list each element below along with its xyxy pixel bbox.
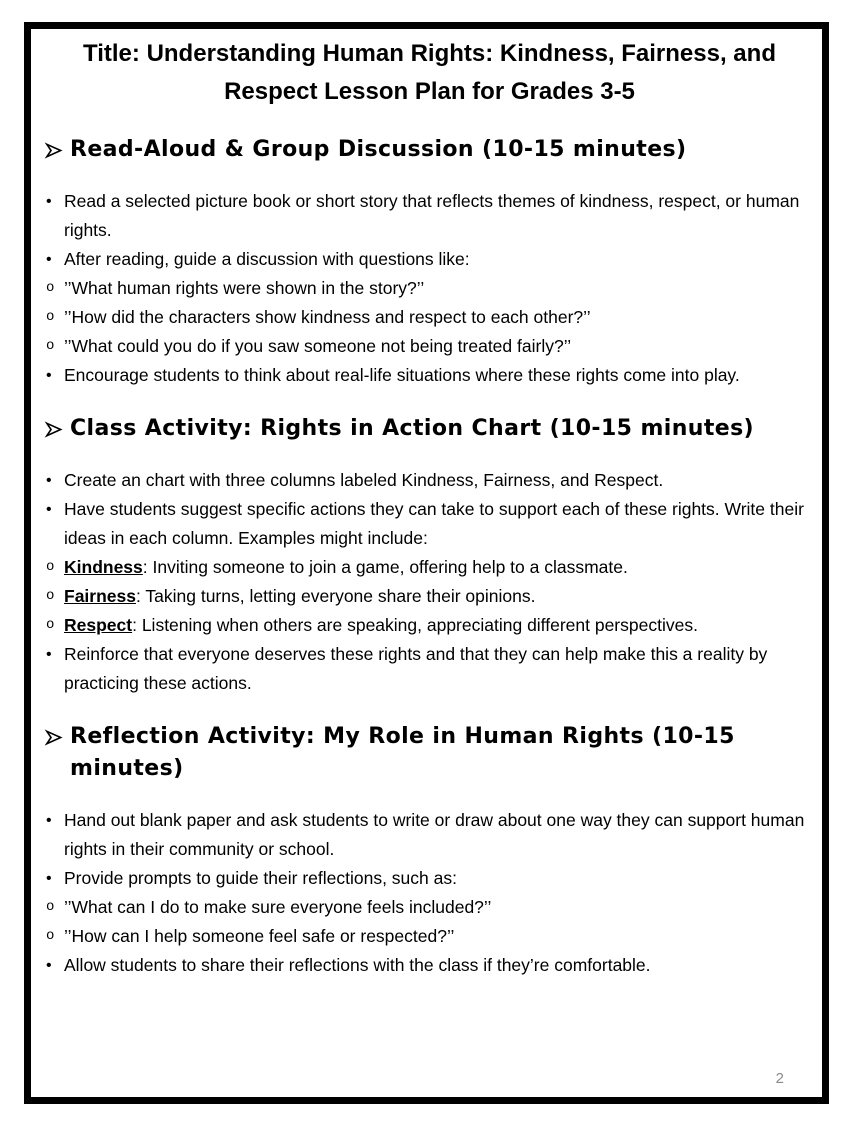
bullet-item [37,466,822,495]
slide-frame [24,22,829,1104]
section-heading [37,134,822,166]
bullet-item [37,611,822,640]
bullet-text: ’’What could you do if you saw someone not being treated fairly?’’ [64,336,572,356]
bullet-item [37,303,822,332]
bullet-circle-marker: o [46,280,55,296]
bullet-text: After reading, guide a discussion with questions like: [64,249,470,269]
bullet-dot-marker: • [46,472,52,489]
arrow-bullet-icon [44,728,63,747]
page-title: Title: Understanding Human Rights: Kindness, Fairness, and Respect Lesson Plan for Grades 3-5 [83,40,776,105]
bullet-item [37,951,822,980]
bullet-item [37,893,822,922]
bullet-circle-marker: o [46,928,55,944]
section-heading [37,721,822,785]
page-number: 2 [775,1070,784,1087]
bullet-circle-marker: o [46,588,55,604]
bullet-rest-text: : Taking turns, letting everyone share their opinions. [135,586,536,606]
arrow-bullet-icon [44,420,63,439]
bullet-lead-word: Kindness [64,557,143,577]
bullet-item [37,245,822,274]
bullet-item [37,187,822,245]
arrow-bullet [37,413,70,444]
section-heading-label: Class Activity: Rights in Action Chart (10-15 minutes) [70,416,755,441]
bullet-circle-marker: o [46,617,55,633]
bullet-circle-marker: o [46,899,55,915]
bullet-text: Hand out blank paper and ask students to write or draw about one way they can support human rights in their community or school. [64,810,805,859]
bullet-text: Read a selected picture book or short story that reflects themes of kindness, respect, or human rights. [64,191,800,240]
bullet-text: ’’How did the characters show kindness and respect to each other?’’ [64,307,591,327]
bullet-item [37,922,822,951]
bullet-circle-marker: o [46,309,55,325]
bullet-lead-word: Fairness [64,586,136,606]
bullet-item [37,582,822,611]
bullet-text: Provide prompts to guide their reflections, such as: [64,868,457,888]
bullet-text: ’’What can I do to make sure everyone feels included?’’ [64,897,492,917]
bullet-dot-marker: • [46,193,52,210]
bullet-circle-marker: o [46,338,55,354]
bullet-dot-marker: • [46,367,52,384]
bullet-item [37,361,822,390]
bullet-lead-word: Respect [64,615,133,635]
bullet-item [37,332,822,361]
bullet-dot-marker: • [46,501,52,518]
section-heading-label: Read-Aloud & Group Discussion (10-15 minutes) [70,137,687,162]
bullet-text: Create an chart with three columns labeled Kindness, Fairness, and Respect. [64,470,664,490]
bullet-text: Have students suggest specific actions they can take to support each of these rights. Write their ideas in each column. Examples might include: [64,499,804,548]
bullet-dot-marker: • [46,251,52,268]
bullet-item [37,864,822,893]
bullet-item [37,495,822,553]
bullet-dot-marker: • [46,957,52,974]
slide-content [37,33,822,980]
bullet-rest-text: : Inviting someone to join a game, offering help to a classmate. [142,557,628,577]
section-heading [37,413,822,445]
bullet-dot-marker: • [46,646,52,663]
bullet-circle-marker: o [46,559,55,575]
section-heading-label: Reflection Activity: My Role in Human Rights (10-15 minutes) [70,724,735,781]
bullet-text [64,611,822,640]
bullet-text [64,553,822,582]
bullet-text: Encourage students to think about real-life situations where these rights come into play. [64,365,740,385]
bullet-rest-text: : Listening when others are speaking, appreciating different perspectives. [132,615,698,635]
bullet-item [37,274,822,303]
bullet-dot-marker: • [46,812,52,829]
sections-container [37,134,822,980]
bullet-text: Allow students to share their reflections with the class if they’re comfortable. [64,955,651,975]
bullet-item [37,553,822,582]
arrow-bullet-icon [44,141,63,160]
bullet-item [37,806,822,864]
arrow-bullet [37,721,70,752]
bullet-item [37,640,822,698]
bullet-dot-marker: • [46,870,52,887]
bullet-text [64,582,822,611]
arrow-bullet [37,134,70,165]
bullet-text: ’’What human rights were shown in the story?’’ [64,278,425,298]
bullet-text: ’’How can I help someone feel safe or respected?’’ [64,926,455,946]
bullet-text: Reinforce that everyone deserves these rights and that they can help make this a reality by practicing these actions. [64,644,768,693]
